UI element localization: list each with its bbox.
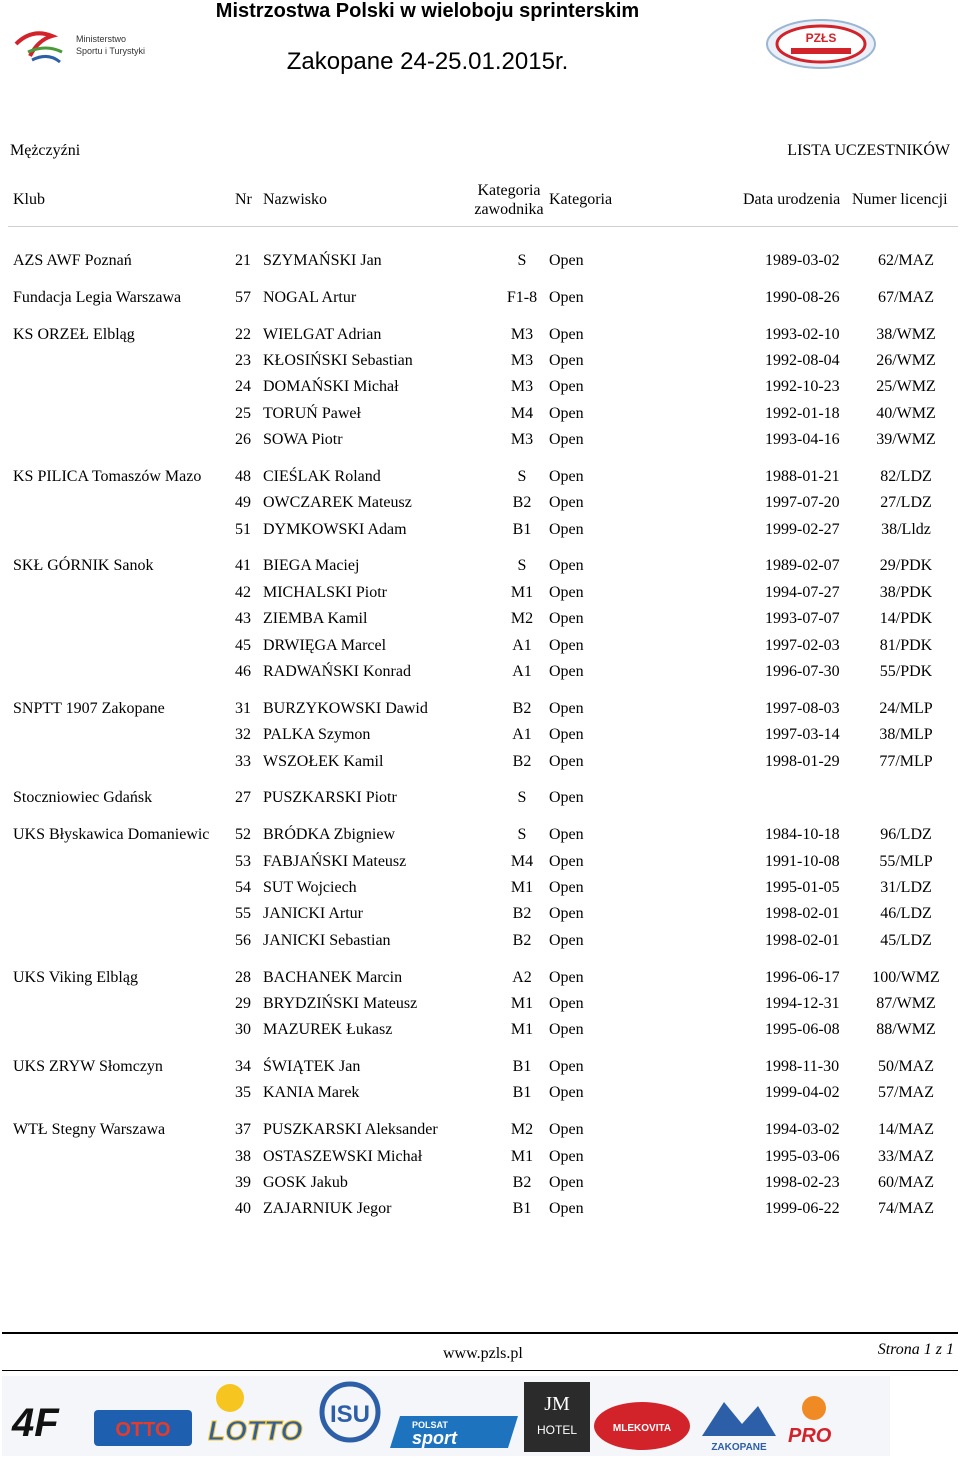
cell-category: Open (549, 1084, 584, 1102)
cell-athlete-category: S (517, 789, 527, 807)
cell-name: ŚWIĄTEK Jan (263, 1058, 361, 1076)
table-row (0, 1082, 960, 1108)
cell-category: Open (549, 404, 584, 422)
cell-athlete-category: M1 (510, 1021, 534, 1039)
cell-name: JANICKI Artur (263, 905, 363, 923)
svg-text:LOTTO: LOTTO (208, 1415, 303, 1446)
cell-athlete-category: S (517, 467, 527, 485)
cell-license: 87/WMZ (876, 994, 936, 1012)
cell-category: Open (549, 931, 584, 949)
cell-athlete-category: M2 (510, 610, 534, 628)
svg-text:MLEKOVITA: MLEKOVITA (612, 1423, 672, 1434)
cell-birthdate: 1989-03-02 (765, 252, 840, 269)
cell-license: 24/MLP (879, 699, 933, 717)
cell-birthdate: 1993-04-16 (765, 431, 840, 449)
cell-number: 41 (235, 557, 251, 575)
sponsor-strip (2, 1376, 890, 1456)
table-row (0, 403, 960, 429)
cell-number: 55 (235, 905, 251, 923)
sponsor-otto-logo (94, 1410, 192, 1446)
sponsor-4f-logo (11, 1401, 60, 1445)
cell-number: 24 (235, 378, 251, 396)
sponsor-polsat-sport-logo (390, 1416, 518, 1448)
cell-category: Open (549, 557, 584, 575)
cell-category: Open (549, 905, 584, 923)
cell-birthdate: 1996-06-17 (765, 968, 840, 986)
participants-table (0, 250, 960, 1225)
cell-birthdate: 1992-08-04 (765, 351, 840, 369)
cell-athlete-category: B2 (512, 905, 532, 923)
cell-category: Open (549, 699, 584, 717)
table-row (0, 350, 960, 376)
col-nr: Nr (235, 191, 252, 208)
table-row (0, 1172, 960, 1198)
cell-license: 38/Lldz (881, 520, 931, 538)
cell-name: WSZOŁEK Kamil (263, 752, 384, 770)
cell-category: Open (549, 494, 584, 512)
cell-name: PUSZKARSKI Piotr (263, 789, 397, 807)
table-row (0, 582, 960, 608)
cell-athlete-category: S (517, 557, 527, 575)
cell-birthdate: 1998-11-30 (765, 1058, 840, 1076)
cell-name: WIELGAT Adrian (263, 325, 382, 343)
cell-name: BIEGA Maciej (263, 557, 360, 575)
cell-license: 55/MLP (879, 852, 933, 870)
cell-birthdate: 1994-07-27 (765, 583, 840, 601)
cell-number: 45 (235, 636, 251, 654)
cell-number: 37 (235, 1121, 251, 1139)
cell-license: 26/WMZ (876, 351, 936, 369)
cell-birthdate: 1999-06-22 (765, 1200, 840, 1218)
cell-name: DOMAŃSKI Michał (263, 378, 399, 396)
cell-birthdate: 1998-01-29 (765, 752, 840, 770)
cell-birthdate: 1997-08-03 (765, 699, 840, 717)
cell-number: 38 (235, 1147, 251, 1165)
table-row (0, 787, 960, 813)
cell-athlete-category: B2 (512, 931, 532, 949)
cell-license: 88/WMZ (876, 1021, 936, 1039)
table-row (0, 608, 960, 634)
table-row (0, 555, 960, 581)
cell-license: 39/WMZ (876, 431, 936, 449)
cell-category: Open (549, 1174, 584, 1192)
cell-club: UKS Viking Elbląg (13, 968, 138, 986)
cell-name: SUT Wojciech (263, 878, 357, 896)
cell-athlete-category: A1 (512, 663, 532, 681)
cell-athlete-category: B1 (512, 520, 532, 538)
cell-license: 38/PDK (879, 583, 933, 601)
table-row (0, 824, 960, 850)
svg-text:OTTO: OTTO (115, 1419, 171, 1441)
table-row (0, 466, 960, 492)
cell-athlete-category: M3 (510, 325, 534, 343)
cell-athlete-category: M3 (510, 378, 534, 396)
col-category: Kategoria (549, 191, 613, 208)
cell-number: 43 (235, 610, 251, 628)
cell-birthdate: 1997-07-20 (765, 494, 840, 512)
cell-category: Open (549, 583, 584, 601)
ministry-line1: Ministerstwo (76, 34, 127, 44)
table-row (0, 1146, 960, 1172)
svg-text:4F: 4F (12, 1401, 59, 1445)
cell-license: 55/PDK (879, 663, 933, 681)
cell-birthdate: 1990-08-26 (765, 288, 840, 306)
cell-birthdate: 1995-06-08 (765, 1021, 840, 1039)
cell-number: 48 (235, 467, 251, 485)
cell-name: KANIA Marek (263, 1084, 360, 1102)
svg-text:PRO: PRO (788, 1425, 832, 1447)
cell-category: Open (549, 636, 584, 654)
cell-license: 96/LDZ (880, 826, 932, 844)
cell-athlete-category: M3 (510, 431, 534, 449)
cell-athlete-category: M1 (510, 994, 534, 1012)
cell-name: DRWIĘGA Marcel (263, 636, 387, 654)
table-row (0, 250, 960, 276)
cell-birthdate: 1993-02-10 (765, 325, 840, 343)
cell-name: OSTASZEWSKI Michał (263, 1147, 423, 1165)
cell-category: Open (549, 752, 584, 770)
footer-url[interactable]: www.pzls.pl (443, 1345, 523, 1362)
cell-license: 33/MAZ (878, 1147, 934, 1165)
cell-birthdate: 1999-04-02 (765, 1084, 840, 1102)
table-row (0, 1056, 960, 1082)
gender-label: Mężczyźni (10, 142, 81, 159)
cell-birthdate: 1997-02-03 (765, 636, 840, 654)
cell-license: 31/LDZ (880, 878, 932, 896)
cell-license: 77/MLP (879, 752, 933, 770)
cell-athlete-category: M1 (510, 1147, 534, 1165)
svg-text:ZAKOPANE: ZAKOPANE (711, 1442, 767, 1453)
cell-category: Open (549, 878, 584, 896)
cell-club: KS PILICA Tomaszów Mazo (13, 467, 202, 485)
cell-name: FABJAŃSKI Mateusz (263, 852, 407, 870)
table-row (0, 376, 960, 402)
cell-athlete-category: A2 (512, 968, 532, 986)
col-athlete-category-line1: Kategoria (477, 182, 541, 199)
table-row (0, 1198, 960, 1224)
cell-number: 52 (235, 826, 251, 844)
table-row (0, 851, 960, 877)
cell-category: Open (549, 852, 584, 870)
cell-athlete-category: B2 (512, 699, 532, 717)
cell-category: Open (549, 378, 584, 396)
svg-text:POLSAT: POLSAT (412, 1420, 448, 1430)
cell-athlete-category: S (517, 826, 527, 844)
cell-birthdate: 1998-02-01 (765, 931, 840, 949)
col-name: Nazwisko (263, 191, 327, 208)
cell-number: 32 (235, 726, 251, 744)
cell-athlete-category: B2 (512, 1174, 532, 1192)
pzls-text: PZŁS (805, 31, 837, 45)
table-row (0, 519, 960, 545)
col-birthdate: Data urodzenia (743, 191, 841, 208)
table-row (0, 724, 960, 750)
cell-birthdate: 1992-10-23 (765, 378, 840, 396)
cell-number: 53 (235, 852, 251, 870)
sponsor-jm-hotel-logo (524, 1382, 590, 1452)
cell-birthdate: 1999-02-27 (765, 520, 840, 538)
table-row (0, 877, 960, 903)
cell-category: Open (549, 1058, 584, 1076)
cell-birthdate: 1995-03-06 (765, 1147, 840, 1165)
cell-license: 57/MAZ (878, 1084, 934, 1102)
cell-name: JANICKI Sebastian (263, 931, 391, 949)
cell-number: 54 (235, 878, 251, 896)
table-row (0, 635, 960, 661)
cell-license: 60/MAZ (878, 1174, 934, 1192)
svg-text:sport: sport (412, 1428, 457, 1448)
svg-text:JM: JM (544, 1393, 570, 1415)
cell-category: Open (549, 325, 584, 343)
cell-athlete-category: A1 (512, 636, 532, 654)
cell-category: Open (549, 520, 584, 538)
cell-birthdate: 1998-02-01 (765, 905, 840, 923)
cell-number: 26 (235, 431, 251, 449)
cell-number: 57 (235, 288, 251, 306)
cell-athlete-category: B2 (512, 494, 532, 512)
cell-license: 25/WMZ (876, 378, 936, 396)
table-row (0, 930, 960, 956)
table-row (0, 751, 960, 777)
cell-category: Open (549, 1147, 584, 1165)
cell-category: Open (549, 663, 584, 681)
cell-number: 33 (235, 752, 251, 770)
header-divider (8, 226, 958, 227)
cell-name: KŁOSIŃSKI Sebastian (263, 351, 413, 369)
cell-number: 23 (235, 351, 251, 369)
cell-name: MAZUREK Łukasz (263, 1021, 393, 1039)
cell-category: Open (549, 1200, 584, 1218)
col-license: Numer licencji (852, 191, 948, 208)
cell-number: 34 (235, 1058, 251, 1076)
svg-text:HOTEL: HOTEL (536, 1423, 578, 1437)
cell-number: 56 (235, 931, 251, 949)
cell-license: 46/LDZ (880, 905, 932, 923)
cell-name: PUSZKARSKI Aleksander (263, 1121, 438, 1139)
cell-athlete-category: M2 (510, 1121, 534, 1139)
cell-athlete-category: M1 (510, 583, 534, 601)
cell-athlete-category: B1 (512, 1200, 532, 1218)
cell-birthdate: 1995-01-05 (765, 878, 840, 896)
cell-athlete-category: B1 (512, 1058, 532, 1076)
cell-birthdate: 1992-01-18 (765, 404, 840, 422)
cell-number: 30 (235, 1021, 251, 1039)
cell-name: SZYMAŃSKI Jan (263, 252, 382, 269)
table-row (0, 661, 960, 687)
cell-number: 29 (235, 994, 251, 1012)
cell-name: ZIEMBA Kamil (263, 610, 368, 628)
page-number: Strona 1 z 1 (877, 1341, 954, 1358)
cell-number: 27 (235, 789, 251, 807)
cell-athlete-category: B1 (512, 1084, 532, 1102)
cell-license: 50/MAZ (878, 1058, 934, 1076)
table-row (0, 287, 960, 313)
svg-text:ISU: ISU (329, 1401, 371, 1428)
cell-license: 40/WMZ (876, 404, 936, 422)
list-title: LISTA UCZESTNIKÓW (787, 142, 950, 159)
cell-name: BRYDZIŃSKI Mateusz (263, 994, 418, 1012)
table-row (0, 324, 960, 350)
cell-license: 27/LDZ (880, 494, 932, 512)
cell-athlete-category: S (517, 252, 527, 269)
ministry-logo (12, 22, 162, 68)
cell-number: 28 (235, 968, 251, 986)
cell-category: Open (549, 1021, 584, 1039)
cell-birthdate: 1991-10-08 (765, 852, 840, 870)
cell-name: PALKA Szymon (263, 726, 371, 744)
cell-name: BRÓDKA Zbigniew (263, 826, 395, 844)
cell-birthdate: 1994-03-02 (765, 1121, 840, 1139)
cell-name: OWCZAREK Mateusz (263, 494, 412, 512)
pzls-logo (765, 18, 877, 70)
cell-athlete-category: F1-8 (506, 288, 538, 306)
cell-name: MICHALSKI Piotr (263, 583, 388, 601)
cell-birthdate: 1997-03-14 (765, 726, 840, 744)
cell-birthdate: 1996-07-30 (765, 663, 840, 681)
cell-name: ZAJARNIUK Jegor (263, 1200, 392, 1218)
cell-license: 45/LDZ (880, 931, 932, 949)
ministry-line2: Sportu i Turystyki (76, 46, 146, 56)
table-row (0, 698, 960, 724)
cell-name: DYMKOWSKI Adam (263, 520, 407, 538)
table-row (0, 1019, 960, 1045)
table-row (0, 429, 960, 455)
cell-number: 49 (235, 494, 251, 512)
cell-club: KS ORZEŁ Elbląg (13, 325, 135, 343)
cell-athlete-category: M3 (510, 351, 534, 369)
cell-license: 100/WMZ (872, 968, 940, 986)
cell-category: Open (549, 726, 584, 744)
cell-birthdate: 1984-10-18 (765, 826, 840, 844)
cell-license: 29/PDK (879, 557, 933, 575)
cell-athlete-category: M1 (510, 878, 534, 896)
cell-club: SNPTT 1907 Zakopane (13, 699, 165, 717)
cell-name: GOSK Jakub (263, 1174, 348, 1192)
sponsor-mlekovita-logo (594, 1402, 690, 1450)
table-row (0, 993, 960, 1019)
cell-number: 40 (235, 1200, 251, 1218)
cell-category: Open (549, 826, 584, 844)
cell-category: Open (549, 789, 584, 807)
cell-club: UKS Błyskawica Domaniewic (13, 826, 210, 844)
cell-license: 74/MAZ (878, 1200, 934, 1218)
cell-name: CIEŚLAK Roland (263, 467, 381, 485)
document-subtitle: Zakopane 24-25.01.2015r. (286, 48, 569, 75)
col-athlete-category-line2: zawodnika (474, 201, 544, 218)
col-club: Klub (13, 191, 45, 208)
cell-license: 14/MAZ (878, 1121, 934, 1139)
footer-divider (2, 1332, 958, 1334)
cell-license: 67/MAZ (878, 288, 934, 306)
table-row (0, 967, 960, 993)
cell-category: Open (549, 467, 584, 485)
cell-license: 14/PDK (879, 610, 933, 628)
cell-club: AZS AWF Poznań (13, 252, 132, 269)
cell-name: RADWAŃSKI Konrad (263, 663, 411, 681)
table-row (0, 492, 960, 518)
cell-athlete-category: A1 (512, 726, 532, 744)
cell-name: NOGAL Artur (263, 288, 357, 306)
cell-number: 31 (235, 699, 251, 717)
cell-category: Open (549, 252, 584, 269)
cell-number: 22 (235, 325, 251, 343)
cell-category: Open (549, 1121, 584, 1139)
cell-birthdate: 1998-02-23 (765, 1174, 840, 1192)
cell-license: 62/MAZ (878, 252, 934, 269)
cell-club: WTŁ Stegny Warszawa (13, 1121, 166, 1139)
cell-club: SKŁ GÓRNIK Sanok (13, 557, 154, 575)
cell-number: 35 (235, 1084, 251, 1102)
cell-name: BURZYKOWSKI Dawid (263, 699, 428, 717)
cell-athlete-category: M4 (510, 404, 534, 422)
cell-birthdate: 1989-02-07 (765, 557, 840, 575)
cell-birthdate: 1988-01-21 (765, 467, 840, 485)
cell-number: 21 (235, 252, 251, 269)
table-row (0, 1119, 960, 1145)
cell-birthdate: 1994-12-31 (765, 994, 840, 1012)
cell-number: 25 (235, 404, 251, 422)
cell-name: SOWA Piotr (263, 431, 343, 449)
cell-athlete-category: M4 (510, 852, 534, 870)
cell-category: Open (549, 351, 584, 369)
cell-athlete-category: B2 (512, 752, 532, 770)
cell-name: BACHANEK Marcin (263, 968, 403, 986)
cell-number: 51 (235, 520, 251, 538)
footer-divider-bottom (2, 1370, 958, 1371)
cell-club: Stoczniowiec Gdańsk (13, 789, 153, 807)
cell-birthdate: 1993-07-07 (765, 610, 840, 628)
cell-club: Fundacja Legia Warszawa (13, 288, 182, 306)
cell-license: 38/MLP (879, 726, 933, 744)
col-athlete-category (465, 181, 553, 219)
cell-number: 42 (235, 583, 251, 601)
cell-license: 82/LDZ (880, 467, 932, 485)
cell-category: Open (549, 610, 584, 628)
document-title: Mistrzostwa Polski w wieloboju sprinterskim (215, 0, 640, 22)
cell-category: Open (549, 431, 584, 449)
cell-number: 46 (235, 663, 251, 681)
cell-license: 38/WMZ (876, 325, 936, 343)
cell-name: TORUŃ Paweł (263, 404, 361, 422)
cell-license: 81/PDK (879, 636, 933, 654)
cell-category: Open (549, 994, 584, 1012)
table-row (0, 903, 960, 929)
cell-category: Open (549, 968, 584, 986)
cell-category: Open (549, 288, 584, 306)
cell-club: UKS ZRYW Słomczyn (13, 1058, 163, 1076)
cell-number: 39 (235, 1174, 251, 1192)
